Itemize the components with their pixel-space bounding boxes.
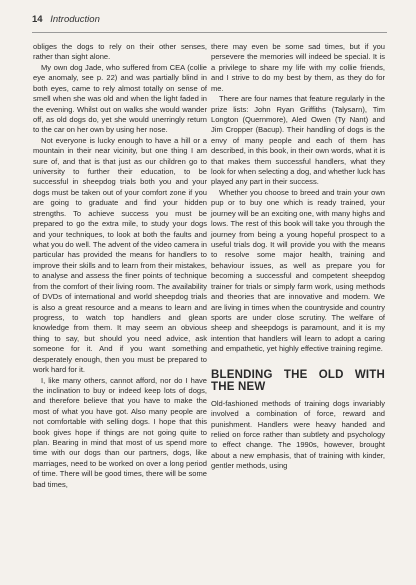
section-heading: BLENDING THE OLD WITH THE NEW <box>211 368 385 394</box>
section-title: Introduction <box>50 14 100 25</box>
paragraph: Whether you choose to breed and train your own pup or to buy one which is ready trained, your journey will be an exciting one, with many highs and lows. The rest of this book will take you through the journey from being a young hopeful prospect to a useful trials dog. It will provide you with the means to resolve some major health, training and behaviour issues, as well as prepare you for becoming a successful and competent sheepdog trainer for trials or simply farm work, using methods and theories that are innovative and modern. We are living in times when the countryside and country sports are under close scrutiny. The welfare of sheep and sheepdogs is paramount, and it is my intention that handlers will learn to adopt a caring and empathetic, yet highly effective training regime. <box>211 187 385 354</box>
running-header <box>32 14 100 25</box>
paragraph: My own dog Jade, who suffered from CEA (collie eye anomaly, see p. 22) and was partially blind in both eyes, came to rely almost totally on sense of smell when she was old and when the light faded in the evening. Whilst out on walks she would wander off, as old dogs do, yet she would unerringly return to the car on her own by using her nose. <box>33 62 207 135</box>
page-number: 14 <box>32 14 43 25</box>
paragraph: Not everyone is lucky enough to have a hill or a mountain in their near vicinity, but one thing I am sure of, and that is that just as our children go to university to further their education, to be successful in sheepdog trials both you and your dogs must be taken out of your comfort zone if you are going to graduate and find your hidden strengths. To achieve success you must be prepared to go the extra mile, to study your dogs and your techniques, to look at both the faults and what you do well. The advent of the video camera in particular has provided the means for handlers to improve their skills and to learn from their mistakes, to analyse and assess the finer points of technique from the comfort of their living room. The availability of DVDs of international and world sheepdog trials is also a great resource and a means to learn and progress, to watch top handlers and glean knowledge from them. It may seem an obvious thing to say, but should you need advice, ask someone for it. And if you want something desperately enough, then you must be prepared to work hard for it. <box>33 135 207 375</box>
left-column <box>33 42 207 490</box>
paragraph: Old-fashioned methods of training dogs invariably involved a combination of force, reward and punishment. Handlers were heavy handed and relied on force rather than subtlety and psychology to effect change. The 1990s, however, brought about a new emphasis, that of training with kinder, gentler methods, using <box>211 398 385 471</box>
header-rule <box>32 32 387 33</box>
paragraph: I, like many others, cannot afford, nor do I have the inclination to buy or indeed keep lots of dogs, and therefore believe that you have to make the most of what you have got. Also many people are not comfortable with selling dogs. I hope that this book gives hope if things are not going quite to plan. Bearing in mind that most of us spend more time with our dogs than our partners, dogs, like marriages, need to be worked on over a long period of time. There will be good times, there will be some bad times, <box>33 375 207 489</box>
paragraph: obliges the dogs to rely on their other senses, rather than sight alone. <box>33 42 207 62</box>
paragraph: there may even be some sad times, but if you persevere the memories will indeed be special. It is a privilege to share my life with my collie friends, and I strive to do my best by them, as they do for me. <box>211 42 385 93</box>
paragraph: There are four names that feature regularly in the prize lists: John Ryan Griffiths (Talysarn), Tim Longton (Quernmore), Aled Owen (Ty Nant) and Jim Cropper (Bacup). Their handling of dogs is the envy of many people and each of them has described, in this book, in their own words, what it is that makes them successful handlers, what they look for when selecting a dog, and whether luck has played any part in their success. <box>211 94 385 187</box>
right-column <box>211 42 385 472</box>
